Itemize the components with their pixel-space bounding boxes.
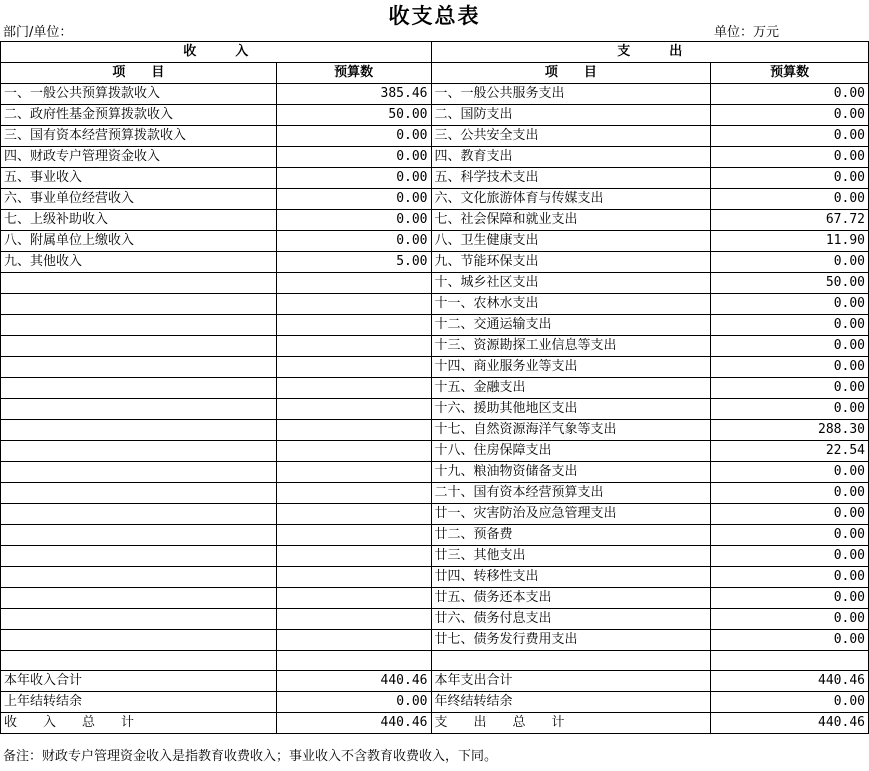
income-item-cell[interactable]: 收 入 总 计: [1, 713, 277, 734]
income-item-cell[interactable]: 四、财政专户管理资金收入: [1, 147, 277, 168]
income-budget-cell[interactable]: 0.00: [276, 168, 431, 189]
expense-item-cell[interactable]: 廿三、其他支出: [431, 546, 711, 567]
income-item-cell[interactable]: 一、一般公共预算拨款收入: [1, 84, 277, 105]
expense-budget-cell[interactable]: 0.00: [711, 378, 869, 399]
table-row: [1, 378, 869, 399]
income-budget-cell[interactable]: [276, 420, 431, 441]
table-row: [1, 671, 869, 692]
income-budget-cell[interactable]: [276, 357, 431, 378]
income-budget-cell[interactable]: [276, 546, 431, 567]
income-budget-cell[interactable]: [276, 651, 431, 671]
income-item-cell[interactable]: [1, 588, 277, 609]
table-row: [1, 504, 869, 525]
table-row: [1, 357, 869, 378]
expense-item-cell[interactable]: 七、社会保障和就业支出: [431, 210, 711, 231]
table-body: [1, 42, 869, 734]
income-item-cell[interactable]: [1, 294, 277, 315]
expense-item-cell[interactable]: 九、节能环保支出: [431, 252, 711, 273]
income-budget-cell[interactable]: 0.00: [276, 692, 431, 713]
income-item-cell[interactable]: [1, 420, 277, 441]
income-item-cell[interactable]: [1, 525, 277, 546]
table-row: [1, 294, 869, 315]
expense-budget-cell[interactable]: 0.00: [711, 168, 869, 189]
expense-item-cell[interactable]: 支 出 总 计: [431, 713, 711, 734]
column-header-row: [1, 63, 869, 84]
table-row: [1, 692, 869, 713]
table-row: [1, 651, 869, 671]
table-row: [1, 84, 869, 105]
expense-item-cell[interactable]: 廿七、债务发行费用支出: [431, 630, 711, 651]
table-row: [1, 189, 869, 210]
income-item-cell[interactable]: 九、其他收入: [1, 252, 277, 273]
income-budget-header[interactable]: 预算数: [276, 63, 431, 84]
income-item-cell[interactable]: [1, 483, 277, 504]
expense-budget-cell[interactable]: 0.00: [711, 294, 869, 315]
expense-budget-cell[interactable]: [711, 651, 869, 671]
expense-budget-header[interactable]: 预算数: [711, 63, 869, 84]
income-budget-cell[interactable]: [276, 315, 431, 336]
expense-item-cell[interactable]: 廿六、债务付息支出: [431, 609, 711, 630]
income-item-cell[interactable]: 上年结转结余: [1, 692, 277, 713]
expense-budget-cell[interactable]: 0.00: [711, 147, 869, 168]
income-budget-cell[interactable]: 385.46: [276, 84, 431, 105]
income-budget-cell[interactable]: 0.00: [276, 147, 431, 168]
income-item-cell[interactable]: [1, 567, 277, 588]
table-row: [1, 336, 869, 357]
table-row: [1, 252, 869, 273]
expense-budget-cell[interactable]: 0.00: [711, 399, 869, 420]
table-row: [1, 462, 869, 483]
expense-budget-cell[interactable]: 11.90: [711, 231, 869, 252]
expense-item-cell[interactable]: 十六、援助其他地区支出: [431, 399, 711, 420]
section-header-row: [1, 42, 869, 63]
table-row: [1, 609, 869, 630]
income-item-cell[interactable]: [1, 441, 277, 462]
income-budget-cell[interactable]: 0.00: [276, 126, 431, 147]
expense-budget-cell[interactable]: 0.00: [711, 357, 869, 378]
income-budget-cell[interactable]: 50.00: [276, 105, 431, 126]
table-row: [1, 168, 869, 189]
expense-item-cell[interactable]: 八、卫生健康支出: [431, 231, 711, 252]
income-budget-cell[interactable]: [276, 273, 431, 294]
table-row: [1, 441, 869, 462]
expense-item-cell[interactable]: 十、城乡社区支出: [431, 273, 711, 294]
income-item-cell[interactable]: [1, 504, 277, 525]
expense-budget-cell[interactable]: 0.00: [711, 483, 869, 504]
expense-budget-cell[interactable]: 0.00: [711, 504, 869, 525]
table-row: [1, 546, 869, 567]
income-item-cell[interactable]: 本年收入合计: [1, 671, 277, 692]
expense-budget-cell[interactable]: 0.00: [711, 84, 869, 105]
income-budget-cell[interactable]: [276, 483, 431, 504]
table-row: [1, 315, 869, 336]
expense-item-cell[interactable]: 三、公共安全支出: [431, 126, 711, 147]
income-budget-cell[interactable]: [276, 441, 431, 462]
expense-item-cell[interactable]: 廿四、转移性支出: [431, 567, 711, 588]
expense-budget-cell[interactable]: 0.00: [711, 609, 869, 630]
table-row: [1, 399, 869, 420]
table-row: [1, 713, 869, 734]
expense-item-cell[interactable]: 廿五、债务还本支出: [431, 588, 711, 609]
income-item-cell[interactable]: 二、政府性基金预算拨款收入: [1, 105, 277, 126]
table-row: [1, 525, 869, 546]
expense-budget-cell[interactable]: 0.00: [711, 252, 869, 273]
expense-budget-cell[interactable]: 0.00: [711, 105, 869, 126]
table-row: [1, 126, 869, 147]
income-budget-cell[interactable]: [276, 336, 431, 357]
expense-item-cell[interactable]: 十三、资源勘探工业信息等支出: [431, 336, 711, 357]
income-budget-cell[interactable]: 440.46: [276, 671, 431, 692]
expense-budget-cell[interactable]: 440.46: [711, 671, 869, 692]
expense-item-cell[interactable]: 一、一般公共服务支出: [431, 84, 711, 105]
expense-item-cell[interactable]: 年终结转结余: [431, 692, 711, 713]
table-row: [1, 420, 869, 441]
income-item-cell[interactable]: 八、附属单位上缴收入: [1, 231, 277, 252]
table-row: [1, 630, 869, 651]
income-budget-cell[interactable]: 0.00: [276, 189, 431, 210]
expense-budget-cell[interactable]: 440.46: [711, 713, 869, 734]
income-budget-cell[interactable]: [276, 504, 431, 525]
department-label: 部门/单位：: [3, 25, 73, 40]
footnote: 备注：财政专户管理资金收入是指教育收费收入；事业收入不含教育收费收入，下同。: [3, 749, 498, 764]
income-budget-cell[interactable]: [276, 462, 431, 483]
income-budget-cell[interactable]: [276, 588, 431, 609]
income-item-cell[interactable]: 七、上级补助收入: [1, 210, 277, 231]
income-budget-cell[interactable]: [276, 630, 431, 651]
income-budget-cell[interactable]: [276, 609, 431, 630]
income-item-cell[interactable]: [1, 609, 277, 630]
expense-item-cell[interactable]: 五、科学技术支出: [431, 168, 711, 189]
income-item-header[interactable]: 项 目: [1, 63, 277, 84]
expense-budget-cell[interactable]: 0.00: [711, 126, 869, 147]
expense-budget-cell[interactable]: 67.72: [711, 210, 869, 231]
table-row: [1, 483, 869, 504]
table-row: [1, 588, 869, 609]
expense-item-cell[interactable]: 六、文化旅游体育与传媒支出: [431, 189, 711, 210]
table-row: [1, 273, 869, 294]
expense-budget-cell[interactable]: 0.00: [711, 525, 869, 546]
income-item-cell[interactable]: [1, 315, 277, 336]
expense-section-header[interactable]: 支 出: [431, 42, 869, 63]
income-budget-cell[interactable]: [276, 525, 431, 546]
income-budget-cell[interactable]: 0.00: [276, 231, 431, 252]
expense-item-cell[interactable]: 四、教育支出: [431, 147, 711, 168]
expense-item-cell[interactable]: 十九、粮油物资储备支出: [431, 462, 711, 483]
expense-item-cell[interactable]: 十一、农林水支出: [431, 294, 711, 315]
expense-budget-cell[interactable]: 288.30: [711, 420, 869, 441]
table-row: [1, 147, 869, 168]
expense-item-cell[interactable]: 十二、交通运输支出: [431, 315, 711, 336]
expense-item-cell[interactable]: 廿一、灾害防治及应急管理支出: [431, 504, 711, 525]
income-budget-cell[interactable]: [276, 567, 431, 588]
income-budget-cell[interactable]: 5.00: [276, 252, 431, 273]
expense-budget-cell[interactable]: 0.00: [711, 462, 869, 483]
income-budget-cell[interactable]: 0.00: [276, 210, 431, 231]
income-expense-table: [0, 41, 869, 734]
income-item-cell[interactable]: [1, 336, 277, 357]
income-item-cell[interactable]: [1, 399, 277, 420]
expense-budget-cell[interactable]: 0.00: [711, 630, 869, 651]
unit-label: 单位：万元: [714, 25, 780, 40]
income-item-cell[interactable]: [1, 273, 277, 294]
expense-item-cell[interactable]: 廿二、预备费: [431, 525, 711, 546]
expense-item-cell[interactable]: 十五、金融支出: [431, 378, 711, 399]
expense-item-cell[interactable]: 十八、住房保障支出: [431, 441, 711, 462]
expense-item-cell[interactable]: 二、国防支出: [431, 105, 711, 126]
expense-item-cell[interactable]: 本年支出合计: [431, 671, 711, 692]
income-item-cell[interactable]: [1, 651, 277, 671]
income-item-cell[interactable]: 六、事业单位经营收入: [1, 189, 277, 210]
page-title: 收支总表: [388, 4, 481, 28]
income-budget-cell[interactable]: [276, 294, 431, 315]
expense-item-header[interactable]: 项 目: [431, 63, 711, 84]
expense-budget-cell[interactable]: 0.00: [711, 315, 869, 336]
expense-item-cell[interactable]: [431, 651, 711, 671]
table-row: [1, 105, 869, 126]
income-item-cell[interactable]: [1, 630, 277, 651]
expense-item-cell[interactable]: 二十、国有资本经营预算支出: [431, 483, 711, 504]
table-row: [1, 231, 869, 252]
income-section-header[interactable]: 收 入: [1, 42, 432, 63]
expense-budget-cell[interactable]: 0.00: [711, 588, 869, 609]
expense-budget-cell[interactable]: 0.00: [711, 692, 869, 713]
income-item-cell[interactable]: [1, 462, 277, 483]
expense-budget-cell[interactable]: 22.54: [711, 441, 869, 462]
income-item-cell[interactable]: [1, 357, 277, 378]
income-item-cell[interactable]: 五、事业收入: [1, 168, 277, 189]
expense-budget-cell[interactable]: 50.00: [711, 273, 869, 294]
income-budget-cell[interactable]: [276, 378, 431, 399]
expense-budget-cell[interactable]: 0.00: [711, 567, 869, 588]
income-item-cell[interactable]: [1, 378, 277, 399]
expense-budget-cell[interactable]: 0.00: [711, 546, 869, 567]
income-item-cell[interactable]: [1, 546, 277, 567]
table-row: [1, 567, 869, 588]
table-row: [1, 210, 869, 231]
income-budget-cell[interactable]: 440.46: [276, 713, 431, 734]
expense-budget-cell[interactable]: 0.00: [711, 189, 869, 210]
expense-item-cell[interactable]: 十四、商业服务业等支出: [431, 357, 711, 378]
expense-item-cell[interactable]: 十七、自然资源海洋气象等支出: [431, 420, 711, 441]
expense-budget-cell[interactable]: 0.00: [711, 336, 869, 357]
income-item-cell[interactable]: 三、国有资本经营预算拨款收入: [1, 126, 277, 147]
income-budget-cell[interactable]: [276, 399, 431, 420]
